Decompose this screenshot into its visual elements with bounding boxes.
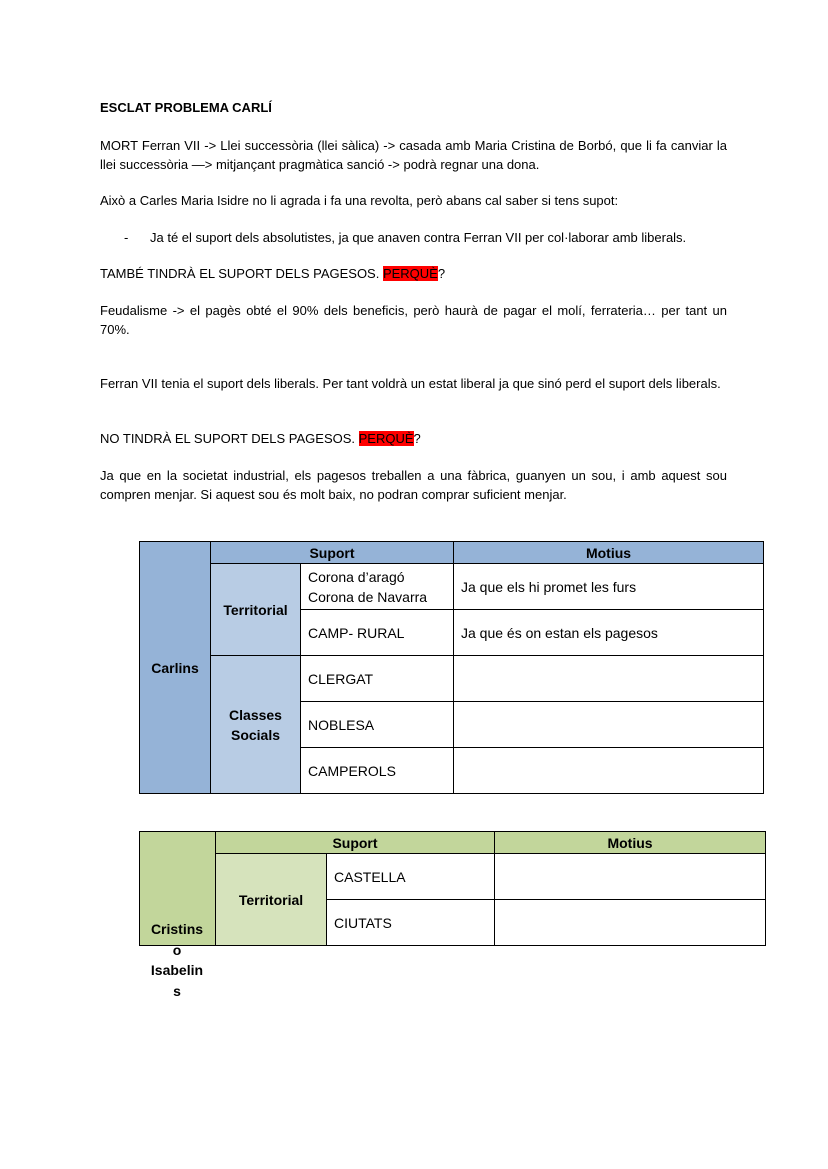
- question-text: NO TINDRÀ EL SUPORT DELS PAGESOS.: [100, 431, 359, 446]
- bullet-marker: -: [124, 230, 129, 245]
- socials-label: Socials: [230, 726, 281, 743]
- paragraph-carles-revolt: Això a Carles Maria Isidre no li agrada i fa una revolta, però abans cal saber si tens supot:: [100, 193, 619, 208]
- o-line: o: [172, 941, 182, 958]
- cristins-line: Cristins: [150, 921, 204, 937]
- bullet-absolutists: Ja té el suport dels absolutistes, ja que anaven contra Ferran VII per col·laborar amb liberals.: [150, 230, 687, 245]
- corona-arago: Corona d’aragó: [308, 568, 405, 585]
- suport-camperols: CAMPEROLS: [301, 748, 454, 794]
- motiu-corona: Ja que els hi promet les furs: [454, 564, 764, 610]
- header-suport: Suport: [216, 832, 495, 854]
- cristins-group-label: [139, 919, 215, 1001]
- header-suport: Suport: [211, 542, 454, 564]
- classes-socials-cell: [211, 656, 301, 794]
- territorial-cell: Territorial: [211, 564, 301, 656]
- s-line: s: [173, 982, 181, 999]
- header-motius: Motius: [454, 542, 764, 564]
- paragraph-societat-industrial: Ja que en la societat industrial, els pagesos treballen a una fàbrica, guanyen un sou, i amb aquest sou compren menjar. Si aquest sou és molt baix, no podran comprar suficient menjar.: [100, 468, 727, 502]
- paragraph-death-ferran: MORT Ferran VII -> Llei successòria (llei sàlica) -> casada amb Maria Cristina de Borbó, que li fa canviar la llei successòria —> mitjançant pragmàtica sanció -> podrà regnar una dona.: [100, 138, 727, 172]
- document-title: ESCLAT PROBLEMA CARLÍ: [100, 100, 272, 115]
- isabelin-line: Isabelin: [150, 962, 204, 978]
- classes-label: Classes: [229, 706, 282, 723]
- corona-navarra: Corona de Navarra: [308, 588, 428, 605]
- paragraph-feudalisme: Feudalisme -> el pagès obté el 90% dels beneficis, però haurà de pagar el molí, ferrateria… per tant un 70%.: [100, 303, 727, 337]
- question-mark: ?: [437, 266, 446, 281]
- suport-clergat: CLERGAT: [301, 656, 454, 702]
- highlight-perque: PERQUÈ: [382, 266, 438, 281]
- suport-noblesa: NOBLESA: [301, 702, 454, 748]
- motiu-camp-rural: Ja que és on estan els pagesos: [454, 610, 764, 656]
- paragraph-ferran-liberals: Ferran VII tenia el suport dels liberals. Per tant voldrà un estat liberal ja que sinó perd el suport dels liberals.: [100, 376, 721, 391]
- carlins-table: [139, 541, 764, 794]
- suport-ciutats: CIUTATS: [327, 900, 495, 946]
- motiu-castella: [495, 854, 766, 900]
- highlight-perque: PERQUÈ: [358, 431, 414, 446]
- question-no-pagesos-support: [100, 430, 727, 449]
- suport-camp-rural: CAMP- RURAL: [301, 610, 454, 656]
- header-motius: Motius: [495, 832, 766, 854]
- cristins-table: [139, 831, 766, 946]
- question-mark: ?: [413, 431, 421, 446]
- suport-corona: [301, 564, 454, 610]
- motiu-ciutats: [495, 900, 766, 946]
- motiu-clergat: [454, 656, 764, 702]
- motiu-noblesa: [454, 702, 764, 748]
- motiu-camperols: [454, 748, 764, 794]
- question-pagesos-support: [100, 265, 727, 284]
- territorial-cell: Territorial: [216, 854, 327, 946]
- question-text: TAMBÉ TINDRÀ EL SUPORT DELS PAGESOS.: [100, 266, 383, 281]
- carlins-group-cell: Carlins: [140, 542, 211, 794]
- suport-castella: CASTELLA: [327, 854, 495, 900]
